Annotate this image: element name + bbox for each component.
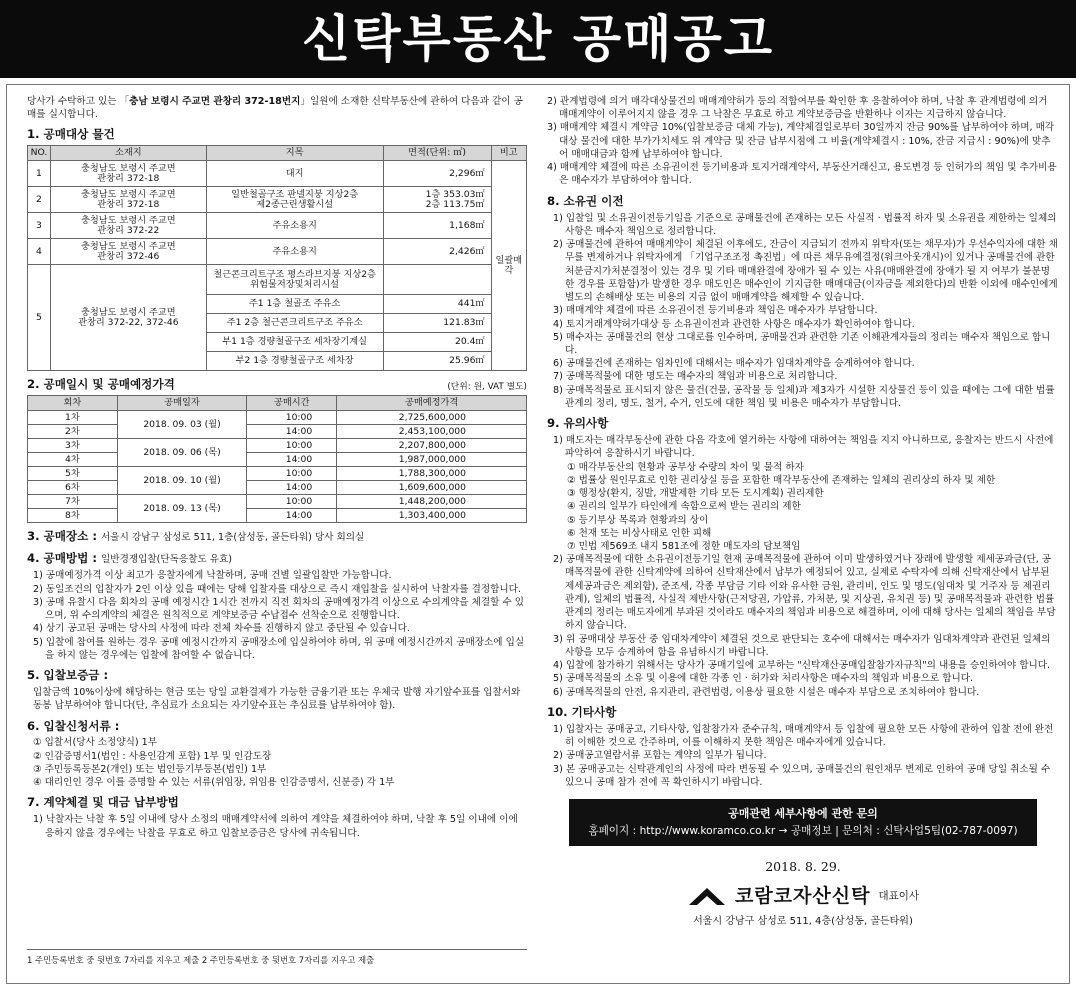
auction-price: 1,788,300,000 xyxy=(337,467,527,481)
list-item: 5) 공매목적물의 소유 및 이용에 대한 각종 인 · 허가와 처리사항은 매수자의 책임과 비용으로 합니다. xyxy=(553,673,974,685)
loc-line: 관창리 372-46 xyxy=(97,250,160,262)
row-area: 121.83㎡ xyxy=(383,314,491,333)
loc-line: 관창리 372-22, 372-46 xyxy=(78,316,179,328)
auction-time: 14:00 xyxy=(247,509,337,523)
section-7-list-right xyxy=(547,95,1059,188)
header-banner xyxy=(0,0,1076,78)
list-item: 2) 동일조건의 입찰자가 2인 이상 있을 때에는 당해 입찰자를 대상으로 즉시 재입찰을 실시하여 낙찰자를 결정합니다. xyxy=(33,583,522,595)
left-column xyxy=(27,85,527,985)
list-item: 2) 공매물건에 관하여 매매계약이 체결된 이후에도, 잔금이 지급되기 전까지 위탁자(또는 채무자)가 우선수익자에 대한 채무를 변제하거나 위탁자에게 「기업구조조정 촉진법」에 따른 채무유예결정(워크아웃개시)이 있거나 공매물건에 관한 처분금지가처분결정이 있는 경우 및 기타 매매완결에 장애가 될 수 있는 사유(매매완결에 장애가 될 지 여부가 불분명한 경우를 포함함)가 발생한 경우 매도인은 매수인이 기지급한 매매대금(이자금을 제외한다)의 반환 이외에 매수인에게 별도의 손해배상 또는 비용의 지급 없이 매매계약을 해제할 수 있습니다. xyxy=(553,239,1058,304)
list-item: 6) 공매목적물의 안전, 유지관리, 관련법령, 이용상 필요한 시설은 매수자 부담으로 조치하여야 합니다. xyxy=(553,686,980,698)
remark-bulk-sale: 일괄매각 xyxy=(491,161,526,371)
company-address: 서울시 강남구 삼성로 511, 4층(삼성동, 골든타워) xyxy=(693,915,913,927)
table-row xyxy=(28,411,527,425)
row-type: 대지 xyxy=(206,161,383,187)
intro-location: 충남 보령시 주교면 관창리 372-18번지 xyxy=(129,96,301,107)
auction-date: 2018. 09. 03 (월) xyxy=(117,411,247,439)
section-2-header xyxy=(27,377,527,393)
round: 2차 xyxy=(28,425,118,439)
list-item: 4) 상기 공고된 공매는 당사의 사정에 따라 전체 차수를 진행하지 않고 중단될 수 있습니다. xyxy=(33,623,410,635)
row-area: 20.4㎡ xyxy=(383,333,491,352)
list-item: 4) 토지거래계약허가대상 등 소유권이전과 관련한 사항은 매수자가 확인하여야 합니다. xyxy=(553,318,915,330)
col-time: 공매시간 xyxy=(247,396,337,411)
list-item: 1) 입찰일 및 소유권이전등기일을 기준으로 공매물건에 존재하는 모든 사실적 · 법률적 하자 및 소유권을 제한하는 일체의 사항은 매수자 책임으로 정리합니다. xyxy=(553,212,1057,237)
list-item: 1) 입찰자는 공매공고, 기타사항, 입찰참가자 준수규칙, 매매계약서 등 입찰에 필요한 모든 사항에 관하여 입찰 전에 완전히 이해한 것으로 간주하며, 이를 이해하지 못한 책임은 매수자에게 있습니다. xyxy=(553,723,1054,749)
row-no: 4 xyxy=(28,239,51,265)
row-location xyxy=(50,239,206,265)
auction-place: 서울시 강남구 삼성로 511, 1층(삼성동, 골든타워) 당사 회의실 xyxy=(101,532,365,544)
company-representative: 대표이사 xyxy=(878,889,920,902)
type-line: 위험물저장및처리시설 xyxy=(250,278,340,290)
auction-time: 10:00 xyxy=(247,495,337,509)
row-type: 주1 2층 철근콘크리트구조 주유소 xyxy=(206,314,383,333)
row-type xyxy=(206,265,383,295)
loc-line: 충청남도 보령시 주교면 xyxy=(81,162,176,174)
round: 6차 xyxy=(28,481,118,495)
loc-line: 관창리 372-18 xyxy=(97,172,160,184)
section-2-title: 2. 공매일시 및 공매예정가격 xyxy=(27,377,175,392)
notice-frame xyxy=(6,84,1070,984)
list-item: 2) 공매목적물에 대한 소유권이전등기일 현재 공매목적물에 관하여 이미 발생하였거나 장래에 발생할 제세공과금(단, 공매목적물에 관한 신탁계약에 의하여 신탁재산에서 납부가 예정되어 있고, 실제로 수탁자에 의해 신탁재산에서 납부된 제세공과금은 제외함), 준조세, 각종 부담금 기타 이와 유사한 금원, 관리비, 인도 및 명도(임대차 및 거주자 등 제권리관계), 일체의 법률적, 사실적 제반사항(근저당권, 가압류, 가처분, 및 지상권, 유치권 등) 및 공매목적물과 관련한 법률관계의 정리는 매도자에게 부과된 것이라도 매수자의 책임과 비용으로 해결하며, 이에 대해 당사는 일체의 책임을 부담하지 않습니다. xyxy=(553,554,1056,632)
table-row xyxy=(28,161,527,187)
auction-time: 10:00 xyxy=(247,467,337,481)
list-item: 6) 공매물건에 존재하는 임차인에 대해서는 매수자가 임대차계약을 승계하여야 합니다. xyxy=(553,358,915,370)
table-row xyxy=(28,187,527,213)
auction-method: 일반경쟁입찰(단독응찰도 유효) xyxy=(101,554,233,566)
row-type: 부2 1층 경량철골구조 세차장 xyxy=(206,352,383,371)
auction-price: 1,448,200,000 xyxy=(337,495,527,509)
company-name: 코람코자산신탁 xyxy=(734,884,871,907)
right-column xyxy=(547,85,1059,985)
auction-price: 1,609,600,000 xyxy=(337,481,527,495)
contact-title: 공매관련 세부사항에 관한 문의 xyxy=(728,806,878,820)
table-row xyxy=(28,467,527,481)
auction-time: 14:00 xyxy=(247,481,337,495)
section-5-title: 5. 입찰보증금 : xyxy=(27,668,109,683)
round: 8차 xyxy=(28,509,118,523)
table-row xyxy=(28,495,527,509)
auction-time: 10:00 xyxy=(247,439,337,453)
section-8-list xyxy=(547,212,1059,411)
contact-line[interactable]: 홈페이지 : http://www.koramco.co.kr → 공매정보 | 문의처 : 신탁사업5팀(02-787-0097) xyxy=(588,824,1018,837)
section-10-title: 10. 기타사항 xyxy=(547,704,617,719)
section-3-title: 3. 공매장소 : xyxy=(27,529,97,544)
list-item: 5) 매수자는 공매물건의 현상 그대로를 인수하며, 공매물건과 관련한 기존 이해관계자들의 정리는 매수자 책임으로 합니다. xyxy=(553,331,1051,356)
row-location xyxy=(50,213,206,239)
row-area: 2,426㎡ xyxy=(383,239,491,265)
row-location xyxy=(50,187,206,213)
section-9-list xyxy=(547,434,1059,699)
table-row xyxy=(28,439,527,453)
loc-line: 충청남도 보령시 주교면 xyxy=(81,240,176,252)
table-row xyxy=(28,213,527,239)
row-no: 1 xyxy=(28,161,51,187)
property-table-header xyxy=(28,146,527,161)
row-location xyxy=(50,161,206,187)
auction-time: 14:00 xyxy=(247,425,337,439)
row-type: 주유소용지 xyxy=(206,213,383,239)
list-subitem: ① 매각부동산의 현황과 공부상 수량의 차이 및 물적 하자 xyxy=(567,461,804,473)
type-line: 철근콘크리트구조 평스라브지붕 지상2층 xyxy=(213,268,376,280)
contact-box xyxy=(569,799,1037,846)
list-item: 2) 관계법령에 의거 매각대상물건의 매매계약허가 등의 적합여부를 확인한 후 응찰하여야 하며, 낙찰 후 관계법령에 의거 매매계약이 이루어지지 않을 경우 그 낙찰은 무효로 하고 계약보증금을 반환하나 이자는 지급하지 않습니다. xyxy=(547,96,1048,121)
list-subitem: ③ 행정상(환지, 징발, 개발제한 기타 모든 도시계획) 권리제한 xyxy=(567,488,824,500)
list-item: 1) 매도자는 매각부동산에 관한 다음 각호에 열거하는 사항에 대하여는 책임을 지지 아니하므로, 응찰자는 반드시 사전에 파악하여 응찰하시기 바랍니다. xyxy=(553,435,1054,460)
property-table xyxy=(27,145,527,371)
section-7-title: 7. 계약체결 및 대금 납부방법 xyxy=(27,795,179,810)
intro-paragraph xyxy=(27,95,527,121)
area-line: 2층 113.75㎡ xyxy=(425,198,485,210)
list-item: 3) 매매계약 체결에 따른 소유권이전 등기비용과 책임은 매수자가 부담합니다. xyxy=(553,305,878,317)
company-logo-icon xyxy=(687,885,727,907)
list-item: 3) 매매계약 체결시 계약금 10%(입찰보증금 대체 가능), 계약체결일로부터 30일까지 잔금 90%를 납부하여야 하며, 매각대상 물건에 대한 부가가치세도 위 계약금 및 잔금 납부시점에 그 비율(계약체결시 : 10%, 잔금 지급시 : 90%)에 맞추어 매매대금과 함께 납부하여야 합니다. xyxy=(547,122,1055,160)
section-10-list xyxy=(547,723,1059,789)
row-location xyxy=(50,265,206,371)
intro-text-2: 」일원에 소재한 신탁부동산에 관하여 다음과 같이 공매를 실시합니다. xyxy=(27,96,523,121)
notice-date: 2018. 8. 29. xyxy=(765,858,841,874)
auction-time: 14:00 xyxy=(247,453,337,467)
list-item: ① 입찰서(당사 소정양식) 1부 xyxy=(33,737,158,749)
row-area: 25.96㎡ xyxy=(383,352,491,371)
table-row xyxy=(28,239,527,265)
round: 4차 xyxy=(28,453,118,467)
section-4 xyxy=(27,551,527,567)
list-item: 7) 공매목적물에 대한 명도는 매수자의 책임과 비용으로 처리합니다. xyxy=(553,371,838,383)
type-line: 일반철골구조 판넬지붕 지상2층 xyxy=(231,188,359,200)
row-area xyxy=(383,265,491,295)
list-subitem: ⑤ 등기부상 목록과 현황과의 상이 xyxy=(567,514,709,526)
auction-price: 1,303,400,000 xyxy=(337,509,527,523)
list-item: 3) 위 공매대상 부동산 중 임대차계약이 체결된 것으로 판단되는 호수에 대해서는 매수자가 임대차계약과 관련된 일체의 사항을 모두 승계하여 함을 유념하시기 바랍니다. xyxy=(553,633,1051,658)
loc-line: 충청남도 보령시 주교면 xyxy=(81,214,176,226)
type-line: 제2종근린생활시설 xyxy=(256,198,334,210)
row-type: 주유소용지 xyxy=(206,239,383,265)
table-row xyxy=(28,425,527,439)
table-row xyxy=(28,265,527,295)
price-unit-note: (단위: 원, VAT 별도) xyxy=(447,382,527,393)
company-signature xyxy=(547,883,1059,909)
list-item: 2) 공매공고열람서류 포함는 계약의 일부가 됩니다. xyxy=(553,750,767,762)
table-row xyxy=(28,509,527,523)
row-no: 5 xyxy=(28,265,51,371)
row-area: 2,296㎡ xyxy=(383,161,491,187)
col-type: 지목 xyxy=(206,146,383,161)
auction-price: 2,453,100,000 xyxy=(337,425,527,439)
section-6-list xyxy=(27,736,527,789)
auction-date: 2018. 09. 06 (목) xyxy=(117,439,247,467)
table-row xyxy=(28,453,527,467)
row-area: 441㎡ xyxy=(383,295,491,314)
list-item: 8) 공매목적물로 표시되지 않은 물건(건물, 공작물 등 일체)과 제3자가 시설한 지상물건 등이 있을 때에는 그에 대한 법률관계의 정리, 명도, 철거, 수거, 인도에 대한 책임 및 비용은 매수자가 부담합니다. xyxy=(553,384,1055,409)
list-subitem: ⑥ 천재 또는 비상사태로 인한 피해 xyxy=(567,527,712,539)
row-no: 3 xyxy=(28,213,51,239)
list-item: 4) 매매계약 체결에 따른 소유권이전 등기비용과 토지거래계약서, 부동산거래신고, 용도변경 등 인허가의 책임 및 추가비용은 매수자가 부담하여야 합니다. xyxy=(547,162,1057,187)
section-7-list-left xyxy=(27,813,527,839)
list-subitem: ② 법률상 원인무효로 인한 권리상실 등을 포함한 매각부동산에 존재하는 일체의 권리상의 하자 및 제한 xyxy=(567,474,996,486)
section-1-title: 1. 공매대상 물건 xyxy=(27,127,115,142)
round: 1차 xyxy=(28,411,118,425)
section-6-title: 6. 입찰신청서류 : xyxy=(27,718,120,733)
section-4-list xyxy=(27,569,527,662)
list-item: ③ 주민등록등본2(개인) 또는 법인등기부등본(법인) 1부 xyxy=(33,763,267,775)
col-remark: 비고 xyxy=(491,146,526,161)
row-area xyxy=(383,187,491,213)
loc-line: 관창리 372-22 xyxy=(97,224,160,236)
row-no: 2 xyxy=(28,187,51,213)
col-location: 소재지 xyxy=(50,146,206,161)
list-item: 5) 입찰에 참여를 원하는 경우 공매 예정시간까지 공매장소에 입실하여야 하며, 위 공매 예정시간까지 공매장소에 입실을 하지 않는 경우에는 입찰에 참여할 수 없습니다. xyxy=(33,636,525,661)
auction-date: 2018. 09. 10 (월) xyxy=(117,467,247,495)
auction-price: 2,725,600,000 xyxy=(337,411,527,425)
auction-date: 2018. 09. 13 (목) xyxy=(117,495,247,523)
section-8-title: 8. 소유권 이전 xyxy=(547,193,624,208)
list-item: 3) 공매 유찰시 다음 회차의 공매 예정시간 1시간 전까지 직전 회차의 공매예정가격 이상으로 수의계약을 체결할 수 있으며, 위 수의계약의 체결은 원칙적으로 계약보증금 수납접수 선착순으로 진행합니다. xyxy=(33,596,525,622)
schedule-table xyxy=(27,395,527,523)
list-item: 1) 낙찰자는 낙찰 후 5일 이내에 당사 소정의 매매계약서에 의하여 계약을 체결하여야 하며, 낙찰 후 5일 이내에 이에 응하지 않을 경우에는 낙찰을 무효로 하고 입찰보증금은 당사에 귀속됩니다. xyxy=(33,814,518,839)
list-subitem: ④ 권리의 일부가 타인에게 속함으로써 받는 권리의 제한 xyxy=(567,501,801,513)
round: 5차 xyxy=(28,467,118,481)
row-type xyxy=(206,187,383,213)
loc-line: 관창리 372-18 xyxy=(97,198,160,210)
intro-text-1: 당사가 수탁하고 있는 「 xyxy=(27,96,130,107)
row-type: 주1 1층 철골조 주유소 xyxy=(206,295,383,314)
col-price: 공매예정가격 xyxy=(337,396,527,411)
section-3 xyxy=(27,529,527,545)
schedule-table-header xyxy=(28,396,527,411)
list-subitem: ⑦ 민법 제569조 내지 581조에 정한 매도자의 담보책임 xyxy=(567,541,801,552)
row-area: 1,168㎡ xyxy=(383,213,491,239)
round: 3차 xyxy=(28,439,118,453)
col-date: 공매일자 xyxy=(117,396,247,411)
section-4-title: 4. 공매방법 : xyxy=(27,551,97,566)
col-round: 회차 xyxy=(28,396,118,411)
loc-line: 충청남도 보령시 주교면 xyxy=(81,306,176,318)
row-type: 부1 1층 경량철골구조 세차장기계실 xyxy=(206,333,383,352)
area-line: 1층 353.03㎡ xyxy=(425,188,485,200)
loc-line: 충청남도 보령시 주교면 xyxy=(81,188,176,200)
list-item: ② 인감증명서1(법인 : 사용인감계 포함) 1부 및 인감도장 xyxy=(33,750,272,762)
list-item: ④ 대리인인 경우 이를 증명할 수 있는 서류(위임장, 위임용 인감증명서, 신분증) 각 1부 xyxy=(33,777,395,789)
round: 7차 xyxy=(28,495,118,509)
col-no: NO. xyxy=(28,146,51,161)
footnote: 1 주민등록번호 중 뒷번호 7자리를 지우고 제출 2 주민등록번호 중 뒷번호 7자리를 지우고 제출 xyxy=(27,949,527,966)
list-item: 4) 입찰에 참가하기 위해서는 당사가 공매기일에 교부하는 "신탁재산공매입찰참가자규칙"의 내용을 승인하여야 합니다. xyxy=(553,660,1051,672)
auction-price: 1,987,000,000 xyxy=(337,453,527,467)
table-row xyxy=(28,481,527,495)
auction-price: 2,207,800,000 xyxy=(337,439,527,453)
col-area: 면적(단위: ㎡) xyxy=(383,146,491,161)
list-item: 3) 본 공매공고는 신탁관계인의 사정에 따라 변동될 수 있으며, 공매물건의 원인채무 변제로 인하여 공매 당일 취소될 수 있으니 공매 참가 전에 꼭 확인하시기 바랍니다. xyxy=(553,763,1051,788)
section-9-title: 9. 유의사항 xyxy=(547,416,609,431)
auction-time: 10:00 xyxy=(247,411,337,425)
page-title: 신탁부동산 공매공고 xyxy=(301,10,775,68)
list-item: 1) 공매예정가격 이상 최고가 응찰자에게 낙찰하며, 공매 건별 일괄입찰만 가능합니다. xyxy=(33,570,392,582)
deposit-text: 입찰금액 10%이상에 해당하는 현금 또는 당일 교환결제가 가능한 금융기관 또는 우체국 발행 자기앞수표를 입찰서와 동봉 납부하여야 합니다(단, 추심료가 소요되는 자기앞수표는 추심료를 납부하여야 함). xyxy=(33,687,521,712)
